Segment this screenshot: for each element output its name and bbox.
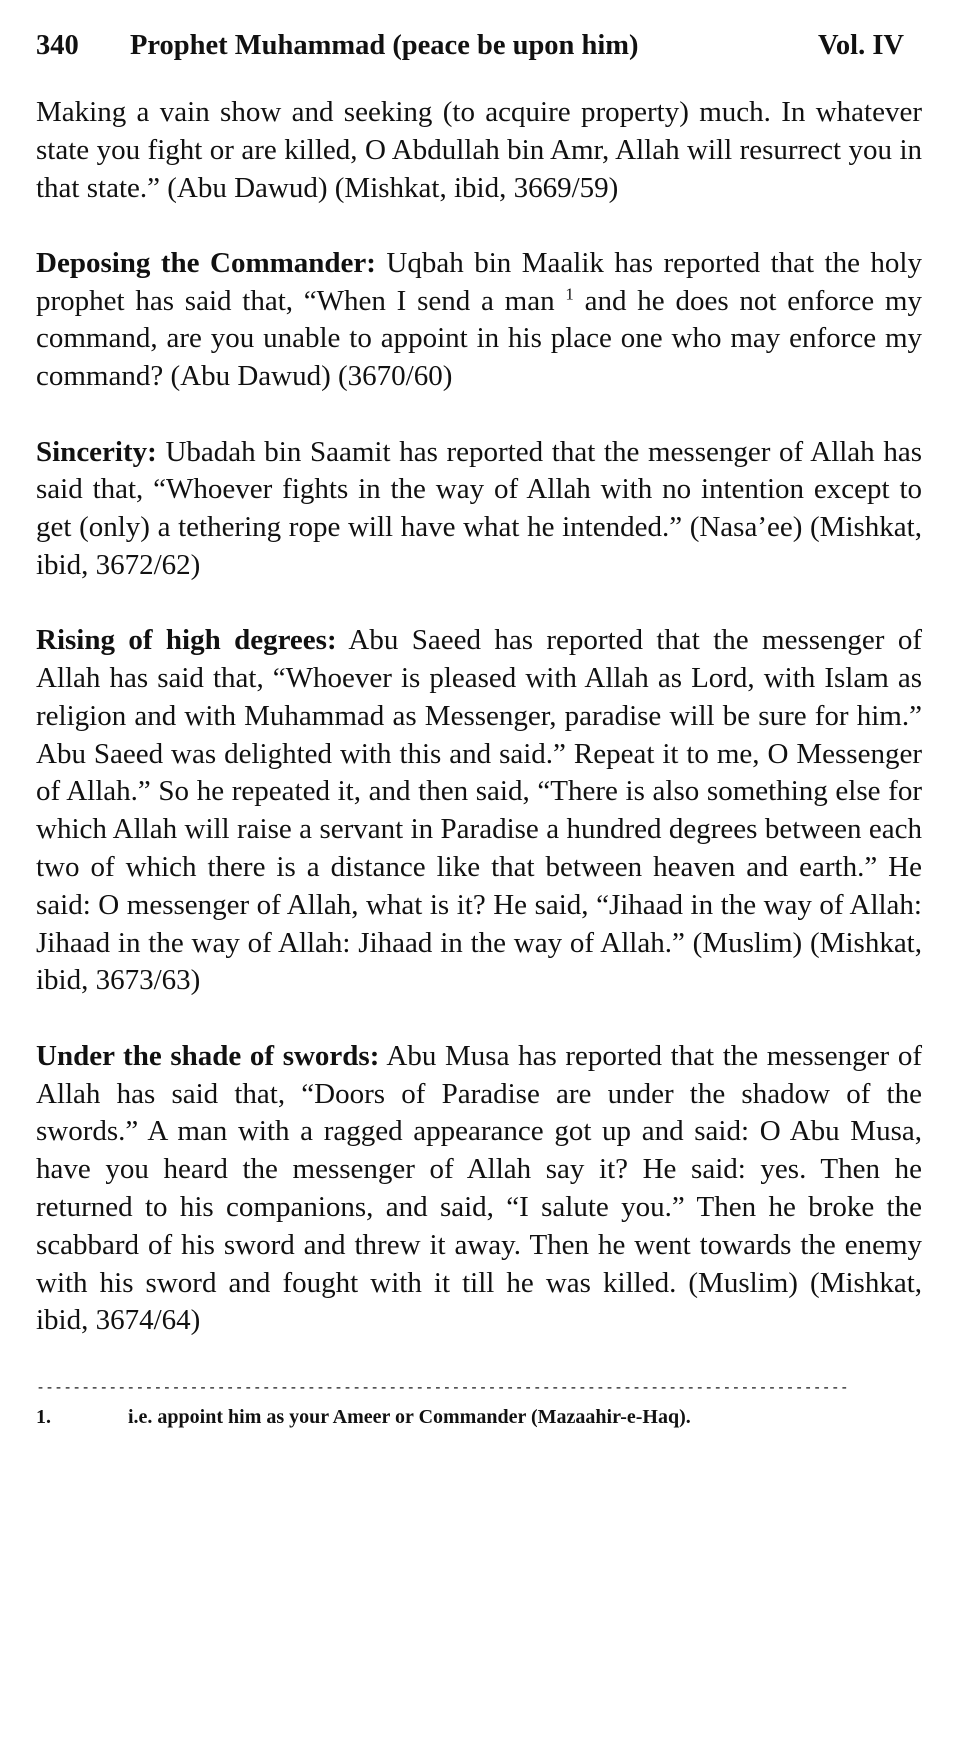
paragraph-text: Abu Musa has reported that the messenger of Allah has said that, “Doors of Paradise are under the shadow of the swords.” A man with a ragged appearance got up and said: O Abu Musa, have you heard the messenger of Allah say it? He said: yes. Then he returned to his companions, and said, “I salute you.” Then he broke the scabbard of his sword and threw it away. Then he went towards the enemy with his sword and fought with it till he was killed. (Muslim) (Mishkat, ibid, 3674/64) (36, 1039, 922, 1337)
paragraph-heading: Deposing the Commander: (36, 246, 376, 279)
body-text (36, 94, 922, 1340)
paragraph (36, 434, 922, 585)
footnote (36, 1404, 922, 1430)
footnote-number: 1. (36, 1405, 51, 1428)
book-page (36, 28, 922, 1430)
running-header (36, 28, 922, 64)
paragraph-heading: Under the shade of swords: (36, 1039, 380, 1072)
paragraph-text: and he does not enforce my command, are you unable to appoint in his place one who may enforce my command? (Abu Dawud) (3670/60) (36, 284, 922, 393)
page-number: 340 (36, 30, 79, 61)
running-title: Prophet Muhammad (peace be upon him) (130, 30, 639, 61)
paragraph-heading: Rising of high degrees: (36, 624, 337, 657)
volume-label: Vol. IV (817, 30, 904, 61)
paragraph (36, 245, 922, 396)
paragraph (36, 1038, 922, 1340)
footnote-text: i.e. appoint him as your Ameer or Commander (Mazaahir-e-Haq). (128, 1405, 691, 1428)
paragraph-text: Making a vain show and seeking (to acquire property) much. In whatever state you fight or are killed, O Abdullah bin Amr, Allah will resurrect you in that state.” (Abu Dawud) (Mishkat, ibid, 3669/59) (36, 96, 922, 204)
footnote-ref: 1 (565, 284, 574, 304)
paragraph-text: Ubadah bin Saamit has reported that the messenger of Allah has said that, “Whoever fights in the way of Allah with no intention except to get (only) a tethering rope will have what he intended.” (Nasa’ee) (Mishkat, ibid, 3672/62) (36, 435, 922, 581)
paragraph (36, 622, 922, 1000)
paragraph-heading: Sincerity: (36, 435, 157, 468)
paragraph-text: Abu Saeed has reported that the messenger of Allah has said that, “Whoever is pleased with Allah as Lord, with Islam as religion and with Muhammad as Messenger, paradise will be sure for him.” Abu Saeed was delighted with this and said.” Repeat it to me, O Messenger of Allah.” So he repeated it, and then said, “There is also something else for which Allah will raise a servant in Paradise a hundred degrees between each two of which there is a distance like that between heaven and earth.” He said: O messenger of Allah, what is it? He said, “Jihaad in the way of Allah: Jihaad in the way of Allah: Jihaad in the way of Allah.” (Muslim) (Mishkat, ibid, 3673/63) (36, 624, 922, 997)
paragraph (36, 94, 922, 207)
footnote-separator: ------------------------------------------------------------------------------------------ (36, 1377, 849, 1396)
paragraph-text: Uqbah bin Maalik has reported that the holy prophet has said that, “When I send a man (36, 246, 922, 317)
